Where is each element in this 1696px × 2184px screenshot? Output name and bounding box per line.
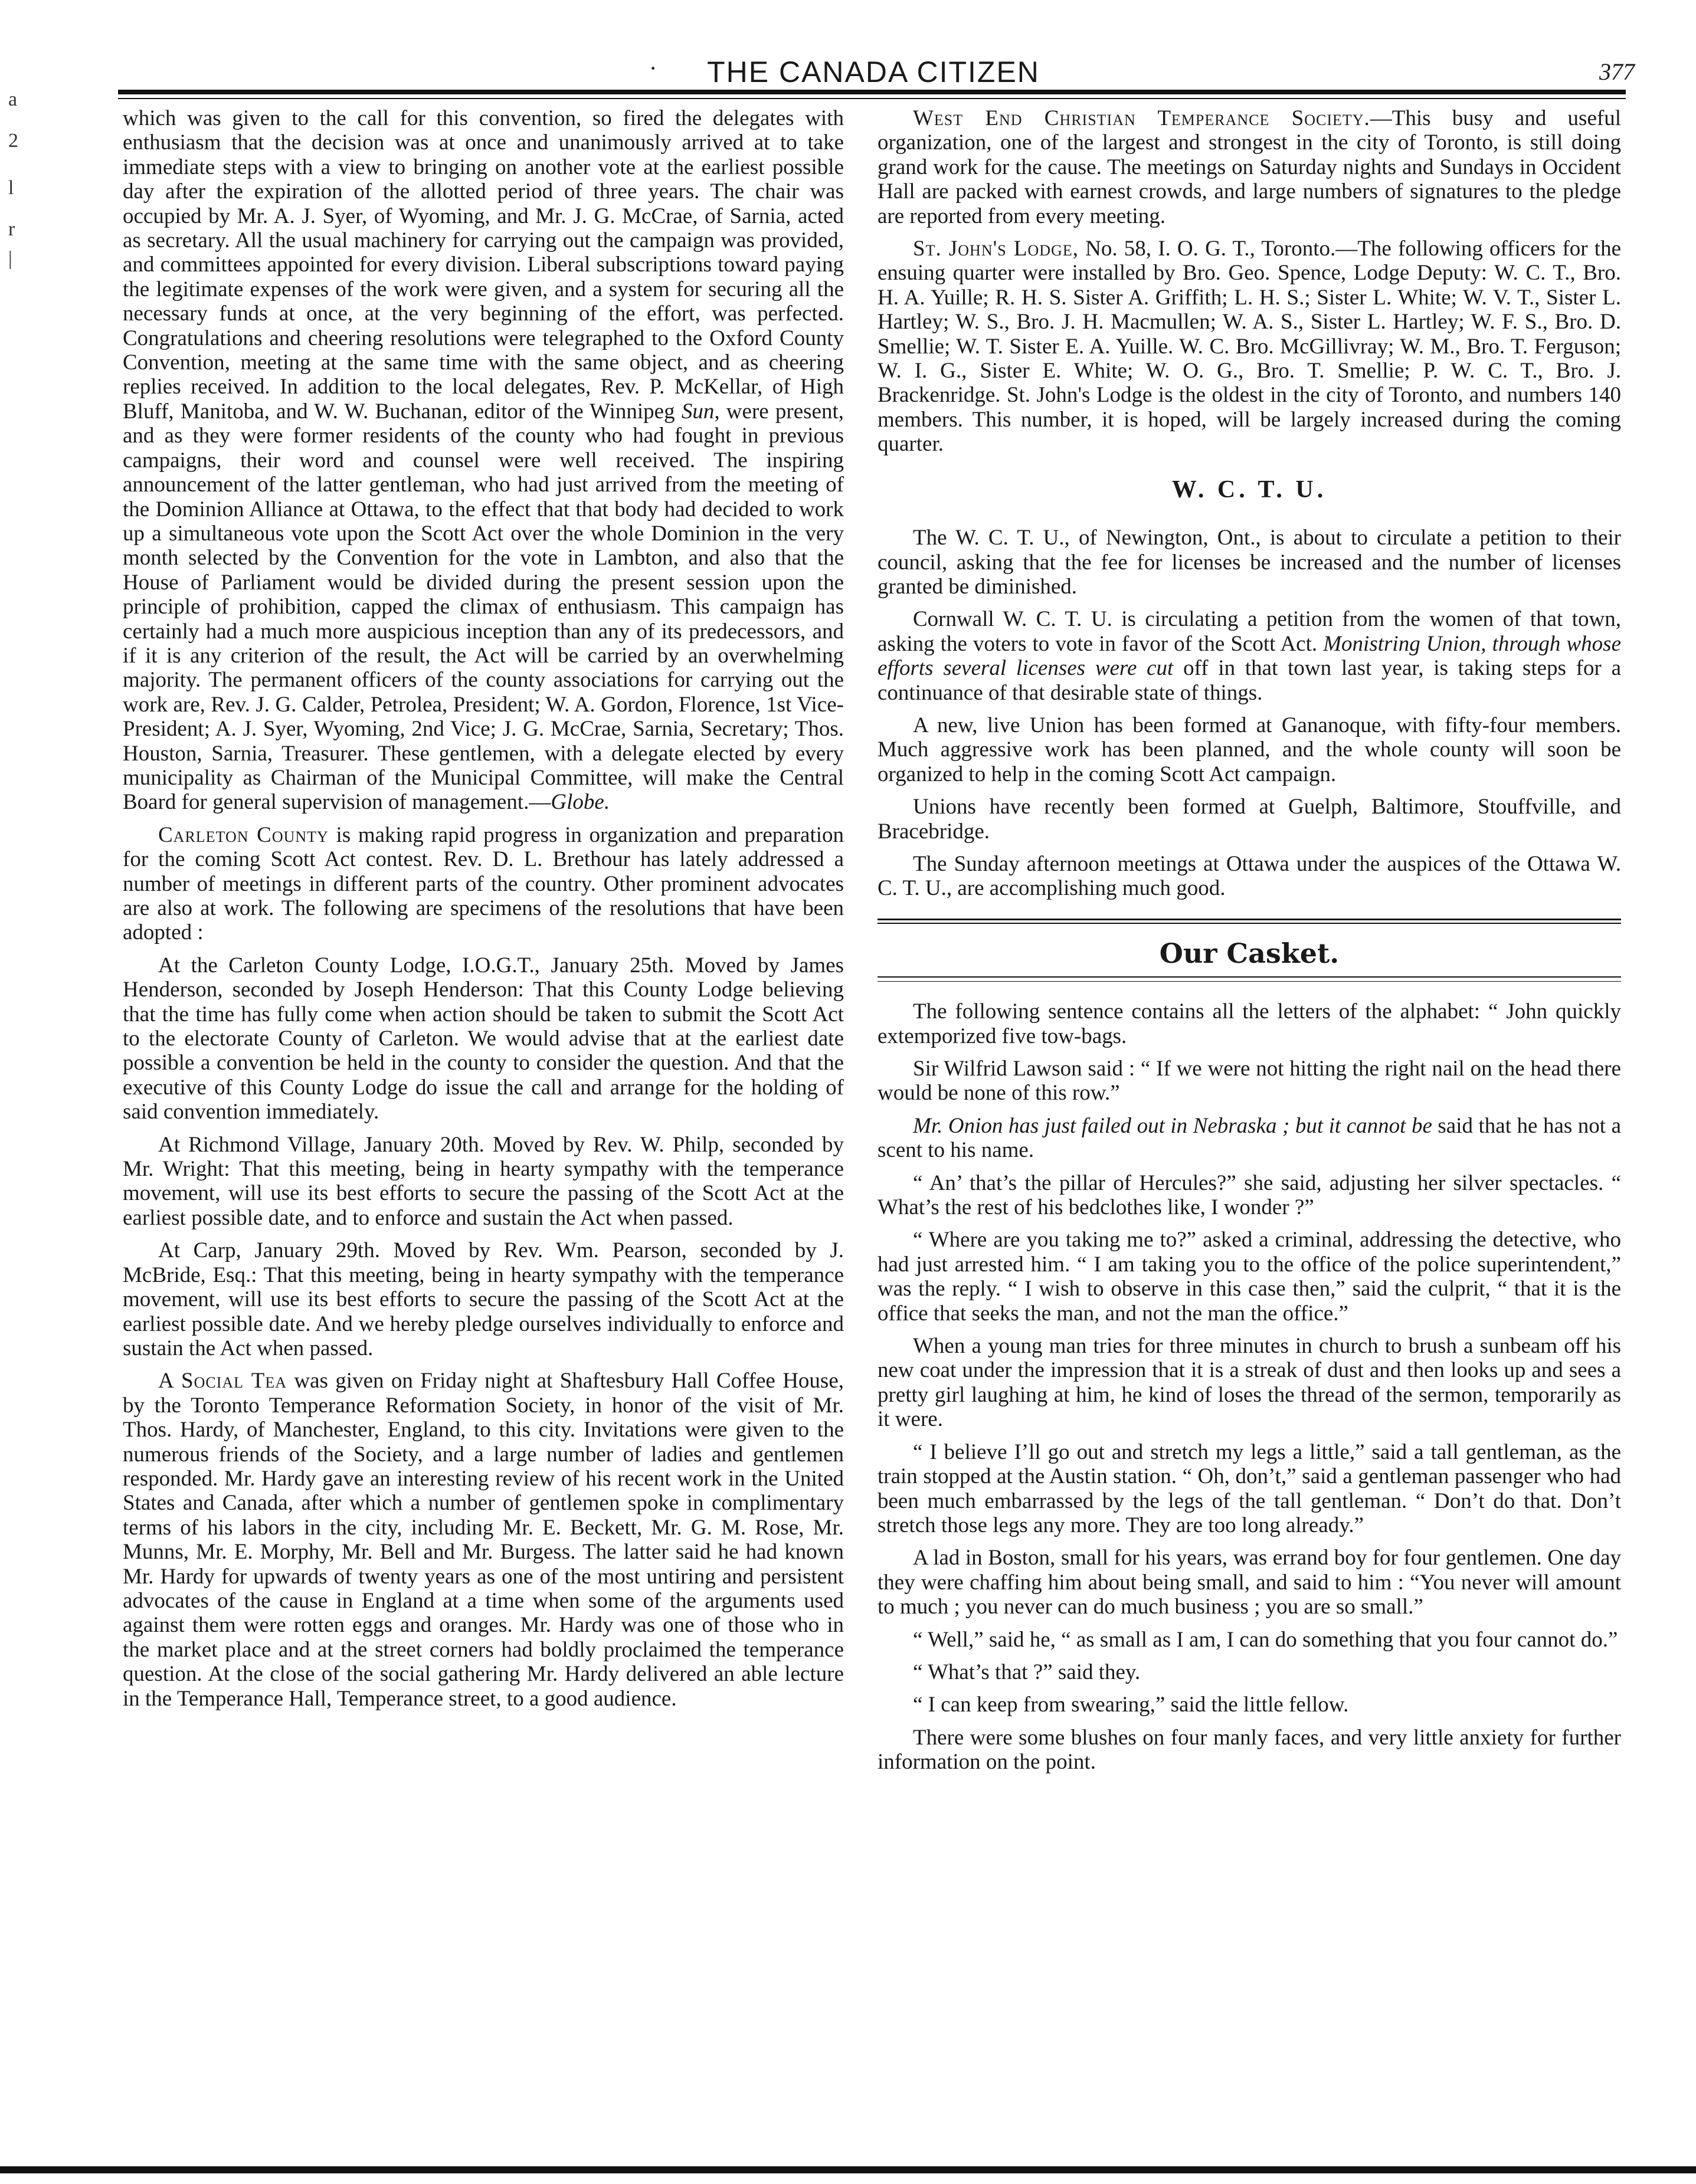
casket-item: “ An’ that’s the pillar of Hercules?” she said, adjusting her silver spectacles. “ What’s the rest of his bedclothes like, I wonder ?” (878, 1170, 1621, 1220)
right-column (878, 106, 1621, 1783)
resolution-paragraph: At Richmond Village, January 20th. Moved by Rev. W. Philp, seconded by Mr. Wright: That this meeting, being in hearty sympathy with the temperance movement, will use its best efforts to secure the passing of the Scott Act at the earliest possible date, and to enforce and sustain the Act when passed. (123, 1132, 844, 1230)
casket-item: “ Where are you taking me to?” asked a criminal, addressing the detective, who had just arrested him. “ I am taking you to the office of the police superintendent,” was the reply. “ I wish to observe in this case then,” said the culprit, “ that it is the office that seeks the man, and not the man the office.” (878, 1228, 1621, 1326)
header-rule (118, 90, 1626, 94)
margin-mark: r (8, 218, 15, 240)
paragraph-lead: A Social Tea (158, 1369, 287, 1393)
masthead-ornament: · (649, 55, 657, 81)
wctu-paragraph: The W. C. T. U., of Newington, Ont., is about to circulate a petition to their council, asking that the fee for licenses be increased and the number of licenses granted be diminished. (878, 526, 1621, 599)
section-divider (878, 981, 1621, 982)
left-column (123, 106, 844, 1719)
wctu-paragraph: Unions have recently been formed at Guelph, Baltimore, Stouffville, and Bracebridge. (878, 795, 1621, 844)
margin-mark: l (8, 177, 14, 199)
section-divider (878, 976, 1621, 978)
wctu-heading: W. C. T. U. (1171, 476, 1327, 503)
article-paragraph: which was given to the call for this convention, so fired the delegates with enthusiasm that the decision was at once and unanimously arrived at to take immediate steps with a view to bringing on another vote at the earliest possible day after the expiration of the allotted period of three years. The chair was occupied by Mr. A. J. Syer, of Wyoming, and Mr. J. G. McCrae, of Sarnia, acted as secretary. All the usual machinery for carrying out the campaign was provided, and committees appointed for every division. Liberal subscriptions toward paying the legitimate expenses of the work were given, and a system for securing all the necessary funds at once, at the very beginning of the effort, was perfected. Congratulations and cheering resolutions were telegraphed to the Oxford County Convention, meeting at the same time with the same object, and as cheering replies received. In addition to the local delegates, Rev. P. McKellar, of High Bluff, Manitoba, and W. W. Buchanan, editor of the Winnipeg Sun, were present, and as they were former residents of the county who had fought in previous campaigns, their word and counsel were well received. The inspiring announcement of the latter gentleman, who had just arrived from the meeting of the Dominion Alliance at Ottawa, to the effect that that body had decided to work up a simultaneous vote upon the Scott Act over the whole Dominion in the very month selected by the Convention for the vote in Lambton, and also that the House of Parliament would be divided during the present session upon the principle of prohibition, capped the climax of enthusiasm. This campaign has certainly had a much more auspicious inception than any of its predecessors, and if it is any criterion of the result, the Act will be carried by an overwhelming majority. The permanent officers of the county associations for carrying out the work are, Rev. J. G. Calder, Petrolea, President; W. A. Gordon, Florence, 1st Vice-President; A. J. Syer, Wyoming, 2nd Vice; J. G. McCrae, Sarnia, Secretary; Thos. Houston, Sarnia, Treasurer. These gentlemen, with a delegate elected by every municipality as Chairman of the Municipal Committee, will make the Central Board for general supervision of management.—Globe. (123, 106, 844, 815)
resolution-paragraph: At the Carleton County Lodge, I.O.G.T., January 25th. Moved by James Henderson, seconded by Joseph Henderson: That this County Lodge believing that the time has fully come when action should be taken to submit the Scott Act to the electorate County of Carleton. We would advise that at the earliest date possible a convention be held in the county to consider the question. And that the executive of this County Lodge do issue the call and arrange for the holding of said convention immediately. (123, 953, 844, 1124)
article-paragraph: St. John's Lodge, No. 58, I. O. G. T., Toronto.—The following officers for the ensuing quarter were installed by Bro. Geo. Spence, Lodge Deputy: W. C. T., Bro. H. A. Yuille; R. H. S. Sister A. Griffith; L. H. S.; Sister L. White; W. V. T., Sister L. Hartley; W. S., Bro. J. H. Macmullen; W. A. S., Sister L. Hartley; W. F. S., Bro. D. Smellie; W. T. Sister E. A. Yuille. W. C. Bro. McGillivray; W. M., Bro. T. Ferguson; W. I. G., Sister E. White; W. O. G., Bro. T. Smellie; P. W. C. T., Bro. J. Brackenridge. St. John's Lodge is the oldest in the city of Toronto, and numbers 140 members. This number, it is hoped, will be largely increased during the coming quarter. (878, 237, 1621, 457)
paragraph-lead: St. John's Lodge, (913, 237, 1079, 261)
wctu-paragraph: The Sunday afternoon meetings at Ottawa under the auspices of the Ottawa W. C. T. U., are accomplishing much good. (878, 851, 1621, 901)
article-paragraph: West End Christian Temperance Society.—This busy and useful organization, one of the largest and strongest in the city of Toronto, is still doing grand work for the cause. The meetings on Saturday nights and Sundays in Occident Hall are packed with earnest crowds, and large numbers of signatures to the pledge are reported from every meeting. (878, 106, 1621, 228)
margin-mark: 2 (8, 130, 18, 152)
casket-item: Sir Wilfrid Lawson said : “ If we were not hitting the right nail on the head there would be none of this row.” (878, 1057, 1621, 1106)
casket-item: Mr. Onion has just failed out in Nebraska ; but it cannot be said that he has not a scent to his name. (878, 1113, 1622, 1163)
footer-rule (0, 2166, 1696, 2173)
casket-item: When a young man tries for three minutes in church to brush a sunbeam off his new coat under the impression that it is a streak of dust and then looks up and sees a pretty girl laughing at him, he kind of loses the thread of the sermon, temporarily as it were. (878, 1334, 1621, 1432)
paragraph-lead: West End Christian Temperance Society. (913, 106, 1370, 130)
article-paragraph: A Social Tea was given on Friday night at Shaftesbury Hall Coffee House, by the Toronto Temperance Reformation Society, in honor of the visit of Mr. Thos. Hardy, of Manchester, England, to this city. Invitations were given to the numerous friends of the Society, and a large number of ladies and gentlemen responded. Mr. Hardy gave an interesting review of his recent work in the United States and Canada, after which a number of gentlemen spoke in complimentary terms of his labors in the city, including Mr. E. Beckett, Mr. G. M. Rose, Mr. Munns, Mr. E. Morphy, Mr. Bell and Mr. Burgess. The latter said he had known Mr. Hardy for upwards of twenty years as one of the most untiring and persistent advocates of the cause in England at a time when some of the arguments used against them were rotten eggs and oranges. Mr. Hardy was one of those who in the market place and at the street corners had boldly proclaimed the temperance question. At the close of the social gathering Mr. Hardy delivered an able lecture in the Temperance Hall, Temperance street, to a good audience. (123, 1369, 844, 1711)
header-rule-thin (118, 98, 1626, 99)
casket-item: “ I can keep from swearing,” said the little fellow. (913, 1693, 1349, 1717)
resolution-paragraph: At Carp, January 29th. Moved by Rev. Wm. Pearson, seconded by J. McBride, Esq.: That this meeting, being in hearty sympathy with the temperance movement, will use its best efforts to secure the passing of the Scott Act at the earliest possible date. And we hereby pledge ourselves individually to enforce and sustain the Act when passed. (123, 1238, 844, 1360)
margin-marks (0, 0, 41, 2184)
casket-item: “ I believe I’ll go out and stretch my legs a little,” said a tall gentleman, as the train stopped at the Austin station. “ Oh, don’t,” said a gentleman passenger who had been much embarrassed by the legs of the tall gentleman. “ Don’t do that. Don’t stretch those legs any more. They are too long already.” (878, 1439, 1621, 1537)
article-paragraph: Carleton County is making rapid progress in organization and preparation for the coming Scott Act contest. Rev. D. L. Brethour has lately addressed a number of meetings in different parts of the country. Other prominent advocates are also at work. The following are specimens of the resolutions that have been adopted : (123, 822, 844, 945)
casket-item: The following sentence contains all the letters of the alphabet: “ John quickly extemporized five tow-bags. (878, 999, 1621, 1048)
margin-mark: a (8, 88, 18, 110)
casket-item: There were some blushes on four manly faces, and very little anxiety for further information on the point. (878, 1725, 1621, 1775)
casket-item: “ Well,” said he, “ as small as I am, I can do something that you four cannot do.” (913, 1627, 1618, 1652)
page-number: 377 (1599, 58, 1635, 85)
margin-mark: | (8, 248, 12, 270)
masthead (112, 54, 1635, 90)
casket-item: “ What’s that ?” said they. (913, 1660, 1141, 1684)
wctu-paragraph: Cornwall W. C. T. U. is circulating a petition from the women of that town, asking the voters to vote in favor of the Scott Act. Monistring Union, through whose efforts several licenses were cut off in that town last year, is taking steps for a continuance of that desirable state of things. (878, 607, 1622, 705)
casket-item: A lad in Boston, small for his years, was errand boy for four gentlemen. One day they were chaffing him about being small, and said to him : “You never will amount to much ; you never can do much business ; you are so small.” (878, 1546, 1621, 1619)
casket-heading: Our Casket. (1159, 937, 1340, 969)
section-divider (878, 919, 1621, 920)
newspaper-title: THE CANADA CITIZEN (707, 55, 1040, 88)
section-divider (878, 923, 1621, 924)
paragraph-lead: Carleton County (158, 822, 329, 847)
wctu-paragraph: A new, live Union has been formed at Gananoque, with fifty-four members. Much aggressive work has been planned, and the whole county will soon be organized to help in the coming Scott Act campaign. (878, 713, 1621, 786)
